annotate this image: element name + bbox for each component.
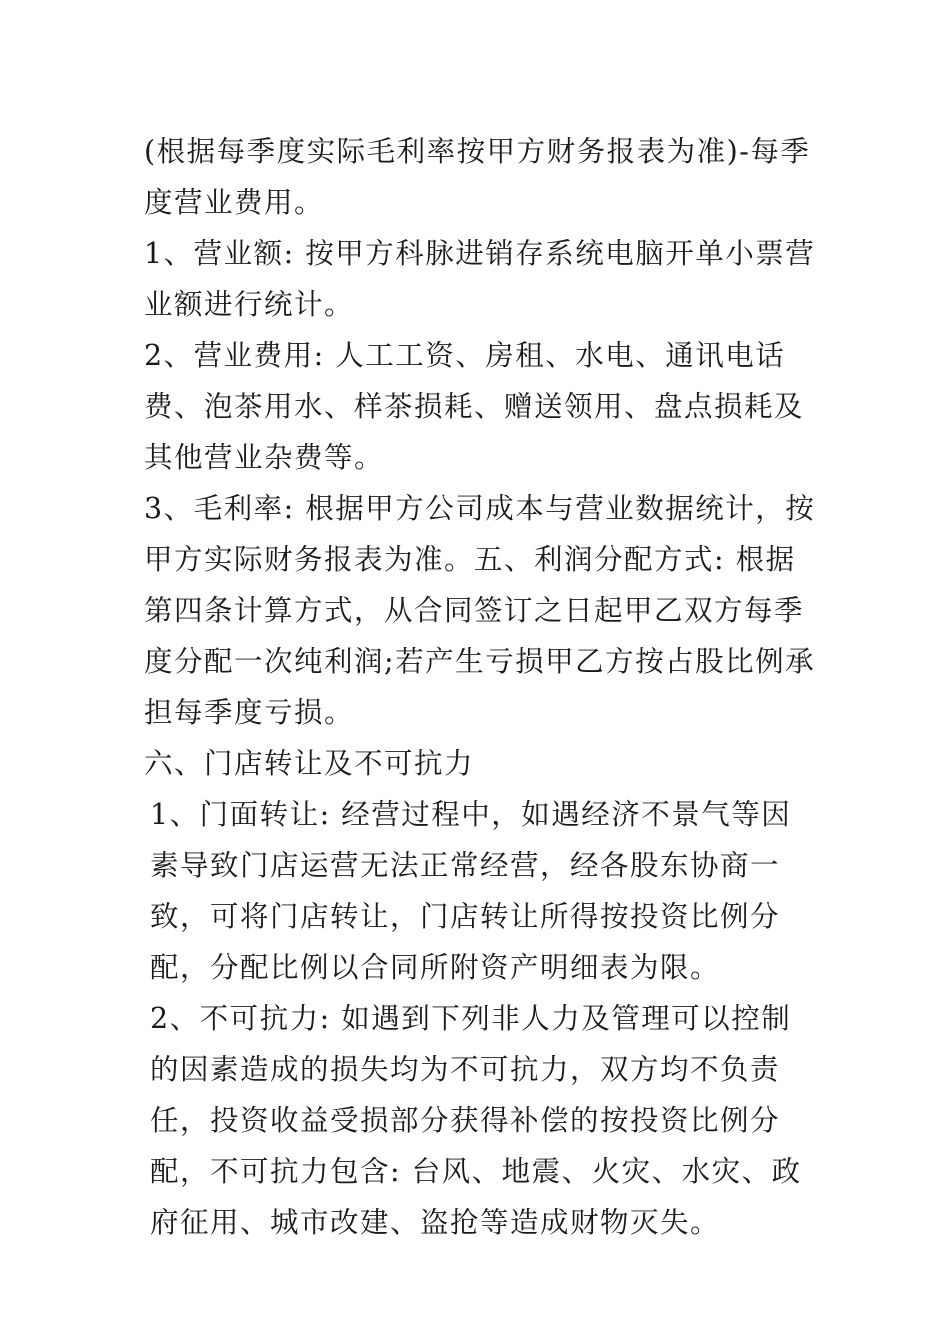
paragraph-store-transfer: 1、门面转让: 经营过程中，如遇经济不景气等因素导致门店运营无法正常经营，经各股东协商一致，可将门店转让，门店转让所得按投资比例分配，分配比例以合同所附资产明细表为限。 (150, 798, 792, 984)
paragraph-revenue: 1、营业额: 按甲方科脉进销存系统电脑开单小票营业额进行统计。 (144, 237, 816, 321)
section-heading-store-transfer: 六、门店转让及不可抗力 (144, 747, 475, 780)
paragraph-operating-expenses: 2、营业费用: 人工工资、房租、水电、通讯电话费、泡茶用水、样茶损耗、赠送领用、盘点损耗及其他营业杂费等。 (144, 339, 805, 474)
paragraph-gross-margin-profit-distribution: 3、毛利率: 根据甲方公司成本与营业数据统计，按甲方实际财务报表为准。五、利润分配方式: 根据第四条计算方式，从合同签订之日起甲乙双方每季度分配一次纯利润;若产生亏损甲乙方按占股比例承担每季度亏损。 (144, 492, 816, 729)
document-body (144, 126, 816, 1248)
paragraph-force-majeure: 2、不可抗力: 如遇到下列非人力及管理可以控制的因素造成的损失均为不可抗力，双方均不负责任，投资收益受损部分获得补偿的按投资比例分配，不可抗力包含: 台风、地震、火灾、水灾、政府征用、城市改建、盗抢等造成财物灭失。 (150, 1002, 802, 1239)
paragraph-gross-margin-note: (根据每季度实际毛利率按甲方财务报表为准)-每季度营业费用。 (144, 135, 811, 219)
